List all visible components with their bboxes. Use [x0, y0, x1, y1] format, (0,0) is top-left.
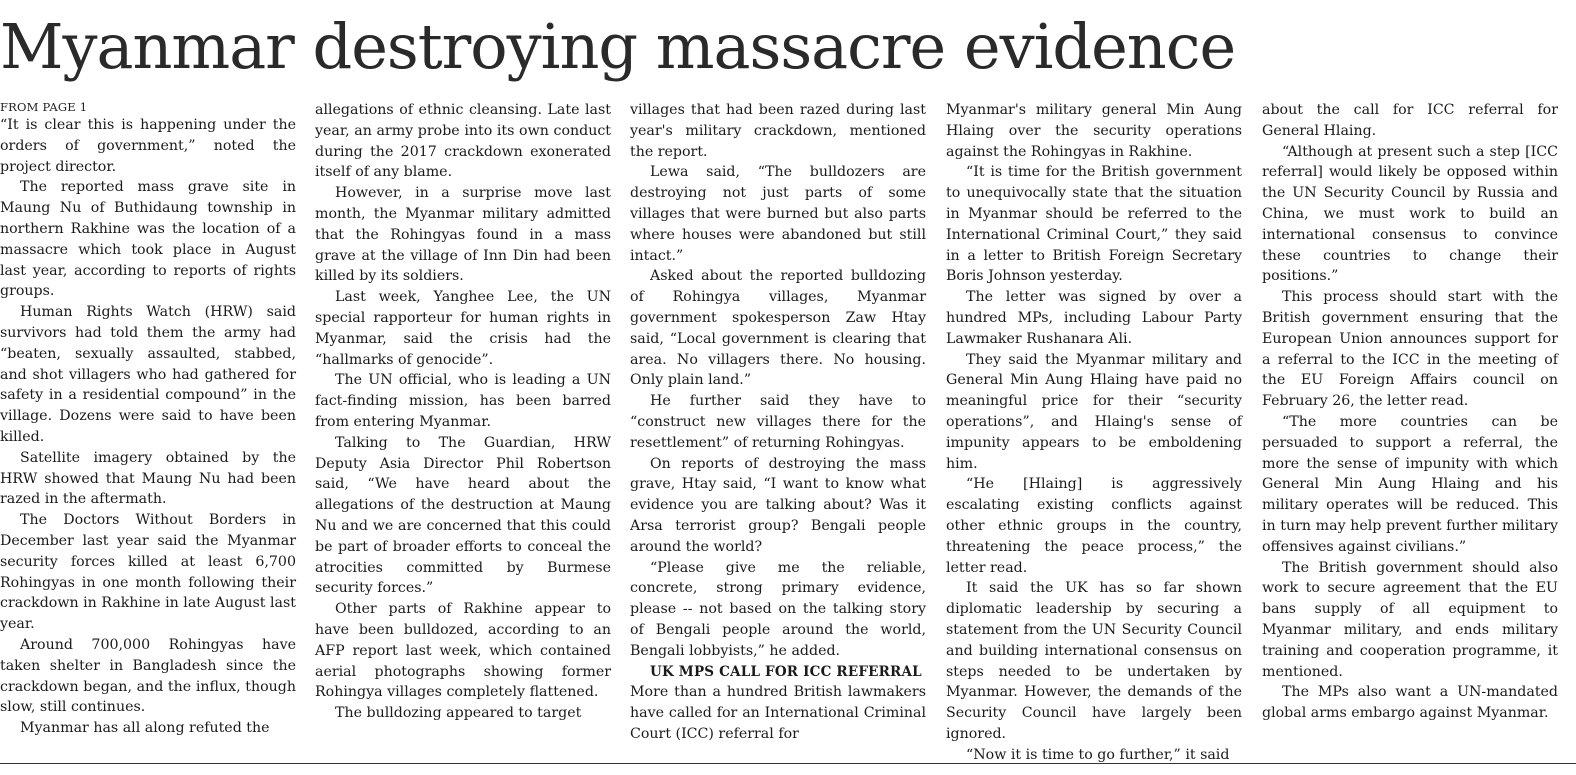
paragraph: It said the UK has so far shown diplomatic leadership by securing a statement from the UN Security Council and building international consensus on steps needed to be undertaken by Myanmar. However, the demands of the Security Council have largely been ignored.	[946, 580, 1242, 742]
paragraph: Talking to The Guardian, HRW Deputy Asia Director Phil Robertson said, “We have heard about the allegations of the destruction at Maung Nu and we are concerned that this could be part of broader efforts to conceal the atrocities committed by Burmese security forces.”	[315, 434, 611, 597]
column-5	[1262, 100, 1558, 750]
paragraph: On reports of destroying the mass grave, Htay said, “I want to know what evidence you are talking about? Was it Arsa terrorist group? Bengali people around the world?	[630, 455, 926, 555]
paragraph: They said the Myanmar military and General Min Aung Hlaing have paid no meaningful price for their “security operations”, and Hlaing's sense of impunity appears to be emboldening him.	[946, 351, 1242, 472]
paragraph: “The more countries can be persuaded to support a referral, the more the sense of impunity with which General Min Aung Hlaing and his military operates will be reduced. This in turn may help prevent further military offensives against civilians.”	[1262, 413, 1558, 555]
paragraph: Myanmar has all along refuted the	[20, 720, 270, 737]
article-body	[0, 100, 1560, 763]
paragraph: “Please give me the reliable, concrete, strong primary evidence, please -- not based on the talking story of Bengali people around the world, Bengali lobbyists,” he added.	[630, 559, 926, 659]
subhead: UK MPS CALL FOR ICC REFERRAL	[650, 663, 922, 680]
paragraph: However, in a surprise move last month, the Myanmar military admitted that the Rohingyas found in a mass grave at the village of Inn Din had been killed by its soldiers.	[315, 185, 611, 285]
paragraph: The letter was signed by over a hundred MPs, including Labour Party Lawmaker Rushanara Ali.	[946, 289, 1242, 347]
paragraph: “He [Hlaing] is aggressively escalating existing conflicts against other ethnic groups in the country, threatening the peace process,” the letter read.	[946, 476, 1242, 576]
paragraph: “Although at present such a step [ICC referral] would likely be opposed within the UN Security Council by Russia and China, we must work to build an international consensus to convince these countries to change their positions.”	[1262, 143, 1558, 285]
paragraph: about the call for ICC referral for General Hlaing.	[1262, 102, 1558, 139]
kicker: FROM PAGE 1	[0, 100, 88, 114]
paragraph: “Now it is time to go further,” it said	[966, 746, 1230, 763]
paragraph: The UN official, who is leading a UN fact-finding mission, has been barred from entering Myanmar.	[315, 372, 611, 430]
bottom-rule	[0, 763, 1576, 764]
paragraph: The British government should also work to secure agreement that the EU bans supply of all equipment to Myanmar military, and ends military training and cooperation programme, it mentioned.	[1262, 559, 1558, 680]
paragraph: The bulldozing appeared to target	[335, 705, 582, 722]
paragraph: The reported mass grave site in Maung Nu of Buthidaung township in northern Rakhine was the location of a massacre which took place in August last year, according to reports of rights groups.	[0, 179, 296, 300]
column-2	[315, 100, 611, 750]
paragraph: Other parts of Rakhine appear to have been bulldozed, according to an AFP report last week, which contained aerial photographs showing former Rohingya villages completely flattened.	[315, 601, 611, 701]
paragraph: “It is clear this is happening under the orders of government,” noted the project director.	[0, 117, 296, 175]
paragraph: “It is time for the British government to unequivocally state that the situation in Myanmar should be referred to the International Criminal Court,” they said in a letter to British Foreign Secretary Boris Johnson yesterday.	[946, 164, 1242, 285]
paragraph: He further said they have to “construct new villages there for the resettlement” of returning Rohingyas.	[630, 393, 926, 451]
paragraph: Satellite imagery obtained by the HRW showed that Maung Nu had been razed in the aftermath.	[0, 449, 296, 508]
paragraph: allegations of ethnic cleansing. Late last year, an army probe into its own conduct during the 2017 crackdown exonerated itself of any blame.	[315, 102, 611, 181]
paragraph: Last week, Yanghee Lee, the UN special rapporteur for human rights in Myanmar, said the crisis had the “hallmarks of genocide”.	[315, 289, 611, 368]
headline: Myanmar destroying massacre evidence	[0, 10, 1236, 83]
paragraph: villages that had been razed during last year's military crackdown, mentioned the report.	[630, 102, 926, 160]
column-3	[630, 100, 926, 750]
paragraph: More than a hundred British lawmakers have called for an International Criminal Court (ICC) referral for	[630, 684, 926, 742]
column-4	[946, 100, 1242, 763]
paragraph: Asked about the reported bulldozing of Rohingya villages, Myanmar government spokesperson Zaw Htay said, “Local government is clearing that area. No villagers there. No housing. Only plain land.”	[630, 268, 926, 389]
paragraph: Lewa said, “The bulldozers are destroying not just parts of some villages that were burned but also parts where houses were abandoned but still intact.”	[630, 164, 926, 264]
paragraph: The MPs also want a UN-mandated global arms embargo against Myanmar.	[1262, 684, 1558, 722]
paragraph: Human Rights Watch (HRW) said survivors had told them the army had “beaten, sexually assaulted, stabbed, and shot villagers who had gathered for safety in a residential compound” in the village. Dozens were said to have been killed.	[0, 304, 296, 445]
paragraph: The Doctors Without Borders in December last year said the Myanmar security forces killed at least 6,700 Rohingyas in one month following their crackdown in Rakhine in late August last year.	[0, 512, 296, 633]
paragraph: Around 700,000 Rohingyas have taken shelter in Bangladesh since the crackdown began, and the influx, though slow, still continues.	[0, 636, 296, 716]
paragraph: This process should start with the British government ensuring that the European Union announces support for a referral to the ICC in the meeting of the EU Foreign Affairs council on February 26, the letter read.	[1262, 289, 1558, 410]
paragraph: Myanmar's military general Min Aung Hlaing over the security operations against the Rohingyas in Rakhine.	[946, 102, 1242, 160]
column-1	[0, 100, 296, 750]
